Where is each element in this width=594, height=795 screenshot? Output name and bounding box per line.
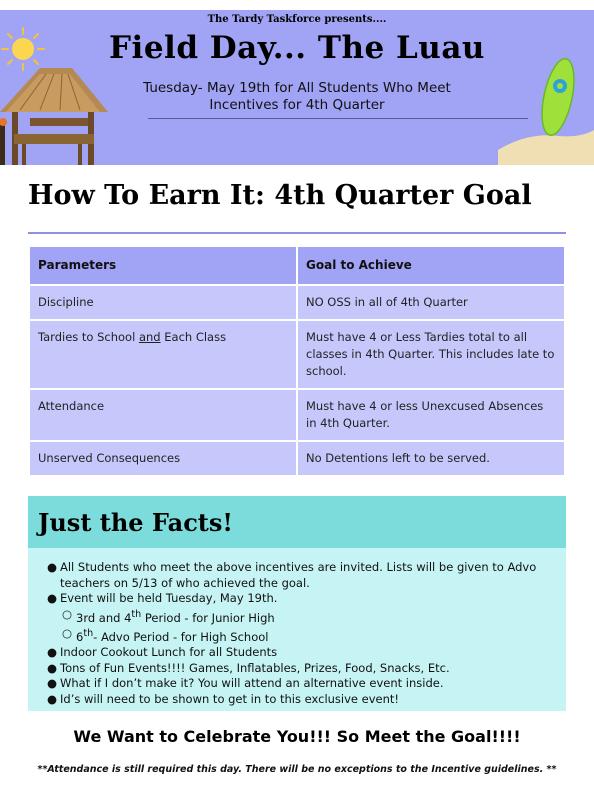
parameter-text: Tardies to School: [38, 330, 139, 344]
bullet-icon: ●: [47, 645, 58, 660]
goal-cell: No Detentions left to be served.: [298, 442, 564, 475]
column-header-parameters: Parameters: [30, 247, 296, 284]
subtitle-line-2: Incentives for 4th Quarter: [209, 97, 385, 113]
facts-list: [42, 560, 557, 707]
subtitle-divider: [148, 118, 528, 119]
bullet-icon: ●: [47, 691, 58, 706]
event-subtitle: [0, 80, 594, 114]
parameter-underlined-text: and: [138, 330, 161, 344]
goal-cell: NO OSS in all of 4th Quarter: [298, 286, 564, 319]
goal-cell: Must have 4 or less Unexcused Absences in 4th Quarter.: [298, 390, 564, 440]
hollow-bullet-icon: ○: [62, 625, 73, 640]
list-item: [42, 692, 557, 708]
parameter-text: Each Class: [160, 330, 227, 344]
subtitle-line-1: Tuesday- May 19th for All Students Who Meet: [143, 80, 451, 96]
list-item: [42, 676, 557, 692]
table-row: [30, 390, 564, 440]
column-header-goal: Goal to Achieve: [298, 247, 564, 284]
facts-box: [28, 496, 566, 711]
list-item: [42, 645, 557, 661]
list-item-text: Id’s will need to be shown to get in to this exclusive event!: [60, 691, 400, 706]
earn-divider: [28, 232, 566, 234]
sub-item-text: - Advo Period - for High School: [93, 629, 269, 644]
list-item-text: What if I don’t make it? You will attend an alternative event inside.: [60, 676, 444, 691]
earn-heading: How To Earn It: 4th Quarter Goal: [28, 180, 532, 211]
hollow-bullet-icon: ○: [62, 606, 73, 621]
parameter-cell: Discipline: [30, 286, 296, 319]
event-title: Field Day... The Luau: [109, 30, 485, 66]
facts-header: [28, 496, 566, 548]
parameter-cell: Attendance: [30, 390, 296, 440]
bullet-icon: ●: [47, 660, 58, 675]
table-row: [30, 442, 564, 475]
list-item: [42, 560, 557, 591]
list-item-text: All Students who meet the above incentives are invited. Lists will be given to Advo teachers on 5/13 of who achieved the goal.: [60, 560, 537, 590]
bullet-icon: ●: [47, 676, 58, 691]
table-row: [30, 321, 564, 388]
celebrate-callout: We Want to Celebrate You!!! So Meet the Goal!!!!: [73, 727, 521, 746]
table-row: [30, 286, 564, 319]
list-item-text: Event will be held Tuesday, May 19th.: [60, 591, 278, 605]
list-item: [42, 661, 557, 677]
sub-item-text: 6: [76, 629, 84, 644]
sub-item-superscript: th: [131, 608, 142, 620]
bullet-icon: ●: [47, 591, 58, 605]
goal-cell: Must have 4 or Less Tardies total to all classes in 4th Quarter. This includes late to school.: [298, 321, 564, 388]
table-header-row: [30, 247, 564, 284]
sub-item-superscript: th: [83, 627, 94, 639]
header-banner: [0, 10, 594, 165]
list-item-text: Indoor Cookout Lunch for all Students: [60, 645, 278, 660]
facts-title: Just the Facts!: [38, 508, 233, 537]
sub-list-item: [42, 626, 557, 645]
list-item: [42, 591, 557, 607]
parameter-cell: Unserved Consequences: [30, 442, 296, 475]
goals-table: [28, 245, 566, 477]
bullet-icon: ●: [47, 560, 58, 574]
sub-item-text: 3rd and 4: [76, 610, 132, 625]
attendance-footnote: **Attendance is still required this day. There will be no exceptions to the Incentive guidelines. **: [37, 764, 557, 775]
presenter-line: The Tardy Taskforce presents....: [207, 14, 387, 25]
list-item-text: Tons of Fun Events!!!! Games, Inflatables, Prizes, Food, Snacks, Etc.: [60, 660, 450, 675]
sub-item-text: Period - for Junior High: [141, 610, 275, 625]
parameter-cell: [30, 321, 296, 388]
sub-list-item: [42, 607, 557, 626]
